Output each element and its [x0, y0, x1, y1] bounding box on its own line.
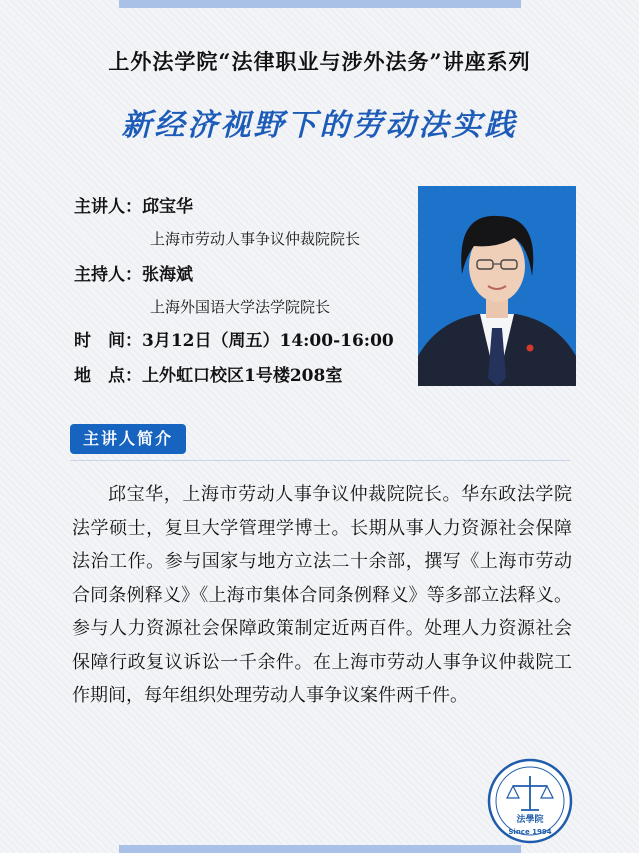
place-label: 地 点： [74, 366, 142, 386]
speaker-bio: 邱宝华，上海市劳动人事争议仲裁院院长。华东政法学院法学硕士，复旦大学管理学博士。长期从事人力资源社会保障法治工作。参与国家与地方立法二十余部，撰写《上海市劳动合同条例释义》《上海市集体合同条例释义》等多部立法释义。参与人力资源社会保障政策制定近两百件。处理人力资源社会保障行政复议诉讼一千余件。在上海市劳动人事争议仲裁院工作期间，每年组织处理劳动人事争议案件两千件。 [72, 484, 572, 706]
section-divider [70, 460, 570, 461]
time-row [74, 326, 394, 351]
law-school-seal-icon [487, 758, 573, 844]
time-label: 时 间： [74, 331, 142, 351]
top-accent-bar [119, 0, 521, 8]
seal-year: Since 1994 [508, 828, 552, 836]
speaker-row [74, 192, 193, 217]
host-title: 上海外国语大学法学院院长 [150, 298, 331, 316]
speaker-portrait-icon [418, 186, 576, 386]
host-name: 张海斌 [142, 265, 193, 285]
speaker-title: 上海市劳动人事争议仲裁院院长 [150, 230, 361, 248]
place-value: 上外虹口校区1号楼208室 [142, 366, 343, 386]
speaker-photo [418, 186, 576, 386]
seal-name: 法學院 [516, 815, 544, 825]
speaker-name: 邱宝华 [142, 197, 193, 217]
place-row [74, 361, 342, 386]
law-school-seal [487, 758, 573, 844]
bottom-accent-bar [119, 845, 521, 853]
section-tag-speaker-intro: 主讲人简介 [70, 424, 186, 454]
host-label: 主持人： [74, 265, 142, 285]
page-title: 新经济视野下的劳动法实践 [121, 108, 518, 143]
speaker-label: 主讲人： [74, 197, 142, 217]
host-row [74, 260, 193, 285]
time-value: 3月12日（周五）14:00-16:00 [142, 331, 394, 351]
series-title: 上外法学院“法律职业与涉外法务”讲座系列 [108, 49, 531, 74]
